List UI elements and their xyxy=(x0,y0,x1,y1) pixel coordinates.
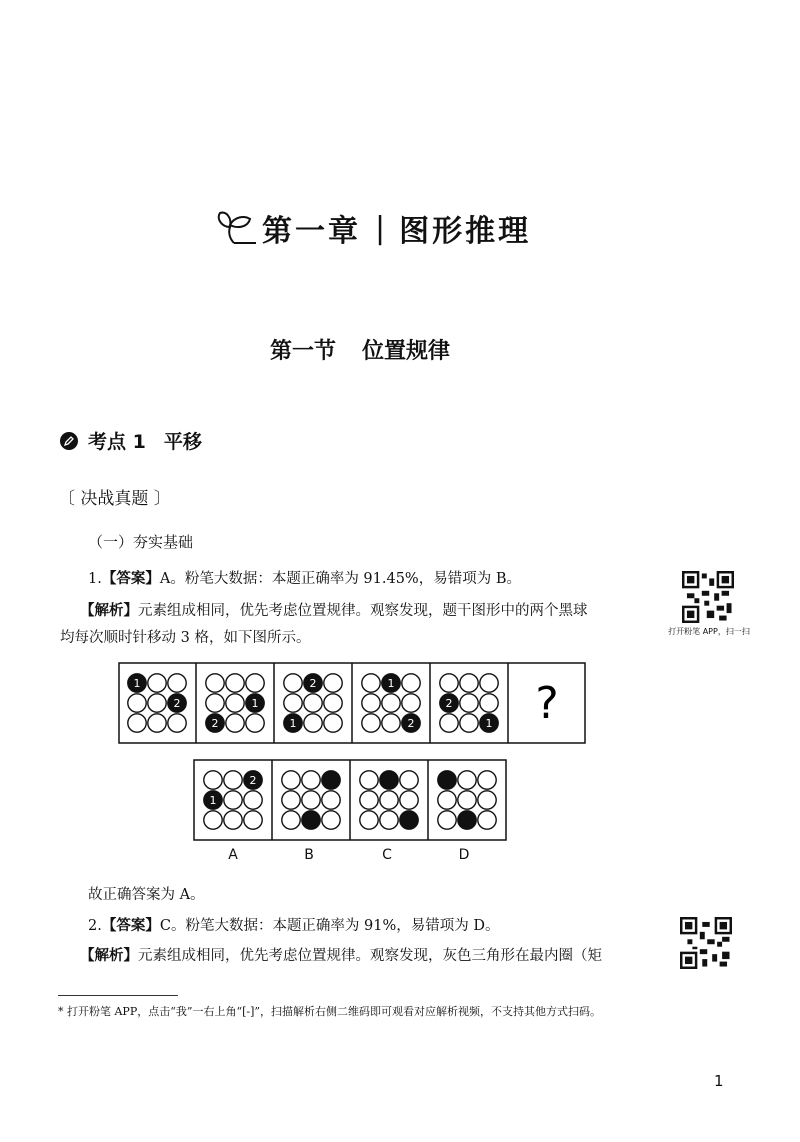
q1-conclusion: 故正确答案为 A。 xyxy=(88,887,205,903)
q1-analysis-line2: 均每次顺时针移动 3 格，如下图所示。 xyxy=(60,630,311,646)
white-ball xyxy=(478,811,496,829)
white-ball xyxy=(246,714,264,732)
kaodian-label: 考点 1 xyxy=(88,431,146,453)
option-grid-c xyxy=(360,771,418,829)
chapter-title: 第一章 xyxy=(262,214,361,249)
q2-analysis-tag: 【解析】 xyxy=(80,948,138,964)
ball-label: 1 xyxy=(251,697,259,710)
option-label-c: C xyxy=(382,847,392,863)
subsection-heading: （一）夯实基础 xyxy=(88,533,194,551)
white-ball xyxy=(382,714,400,732)
white-ball xyxy=(400,791,418,809)
option-grid-d xyxy=(438,771,496,829)
chapter-heading xyxy=(212,205,531,251)
white-ball xyxy=(282,771,300,789)
page-number: 1 xyxy=(714,1072,724,1090)
q1-answer-line xyxy=(88,568,521,590)
q1-number: 1. xyxy=(88,571,102,587)
section-heading xyxy=(0,334,720,365)
q1-answer-text: A。粉笔大数据：本题正确率为 91.45%，易错项为 B。 xyxy=(159,571,521,587)
white-ball xyxy=(458,771,476,789)
q1-answer-tag: 【答案】 xyxy=(101,571,160,587)
white-ball xyxy=(284,694,302,712)
chapter-separator: | xyxy=(375,210,386,246)
white-ball xyxy=(400,771,418,789)
white-ball xyxy=(302,791,320,809)
white-ball xyxy=(480,694,498,712)
white-ball xyxy=(440,714,458,732)
white-ball xyxy=(128,694,146,712)
white-ball xyxy=(380,811,398,829)
white-ball xyxy=(224,791,242,809)
white-ball xyxy=(148,714,166,732)
white-ball xyxy=(460,714,478,732)
ball-label: 1 xyxy=(387,677,395,690)
white-ball xyxy=(380,791,398,809)
white-ball xyxy=(246,674,264,692)
white-ball xyxy=(322,791,340,809)
white-ball xyxy=(402,694,420,712)
white-ball xyxy=(226,694,244,712)
white-ball xyxy=(148,674,166,692)
white-ball xyxy=(224,771,242,789)
white-ball xyxy=(478,791,496,809)
q2-answer-line xyxy=(88,915,500,937)
white-ball xyxy=(440,674,458,692)
kaodian-name: 平移 xyxy=(163,431,202,453)
white-ball xyxy=(204,811,222,829)
question-grid-3 xyxy=(284,674,342,732)
qr-caption: 打开粉笔 APP，扫一扫 xyxy=(668,627,750,636)
ball-label: 1 xyxy=(485,717,493,730)
white-ball xyxy=(362,674,380,692)
q1-analysis-tag: 【解析】 xyxy=(80,603,138,619)
white-ball xyxy=(324,674,342,692)
white-ball xyxy=(360,811,378,829)
option-label-a: A xyxy=(228,847,238,863)
q2-analysis-line1 xyxy=(80,945,660,967)
q1-analysis-line1 xyxy=(80,600,660,622)
white-ball xyxy=(282,811,300,829)
qr-code-icon xyxy=(682,571,734,623)
ball-label: 2 xyxy=(445,697,453,710)
option-label-d: D xyxy=(458,847,470,863)
q1-analysis-text1: 元素组成相同，优先考虑位置规律。观察发现，题干图形中的两个黑球 xyxy=(138,603,588,619)
white-ball xyxy=(382,694,400,712)
white-ball xyxy=(282,791,300,809)
footnote: * 打开粉笔 APP，点击“我”一右上角“[-]”，扫描解析右侧二维码即可观看对应解析视频，不支持其他方式扫码。 xyxy=(58,1005,602,1018)
question-grid-1 xyxy=(128,674,186,732)
q2-answer-tag: 【答案】 xyxy=(101,918,160,934)
ball-label: 1 xyxy=(209,794,217,807)
ball-label: 1 xyxy=(289,717,297,730)
white-ball xyxy=(302,771,320,789)
black-ball xyxy=(400,811,418,829)
white-ball xyxy=(362,694,380,712)
black-ball xyxy=(438,771,456,789)
white-ball xyxy=(206,694,224,712)
white-ball xyxy=(284,674,302,692)
white-ball xyxy=(304,714,322,732)
question-grid-4 xyxy=(362,674,420,732)
ball-label: 1 xyxy=(133,677,141,690)
section-title: 位置规律 xyxy=(362,339,451,364)
white-ball xyxy=(226,674,244,692)
black-ball xyxy=(380,771,398,789)
real-exam-heading: 〔 决战真题 〕 xyxy=(58,489,171,509)
option-label-b: B xyxy=(304,847,314,863)
white-ball xyxy=(480,674,498,692)
pencil-badge-icon xyxy=(60,432,78,450)
footnote-rule xyxy=(58,995,178,996)
white-ball xyxy=(148,694,166,712)
white-ball xyxy=(128,714,146,732)
white-ball xyxy=(204,771,222,789)
chapter-subtitle: 图形推理 xyxy=(399,214,532,249)
question-mark: ? xyxy=(535,678,559,729)
white-ball xyxy=(458,791,476,809)
white-ball xyxy=(460,694,478,712)
white-ball xyxy=(224,811,242,829)
white-ball xyxy=(362,714,380,732)
q2-analysis-text1: 元素组成相同，优先考虑位置规律。观察发现，灰色三角形在最内圈（矩 xyxy=(138,948,602,964)
white-ball xyxy=(438,811,456,829)
white-ball xyxy=(360,791,378,809)
qr-code-icon-2 xyxy=(680,917,732,969)
white-ball xyxy=(226,714,244,732)
white-ball xyxy=(478,771,496,789)
white-ball xyxy=(438,791,456,809)
ball-label: 2 xyxy=(211,717,219,730)
sprout-icon xyxy=(212,205,258,251)
white-ball xyxy=(402,674,420,692)
white-ball xyxy=(324,714,342,732)
question-grid-5 xyxy=(440,674,498,732)
ball-label: 2 xyxy=(309,677,317,690)
white-ball xyxy=(304,694,322,712)
white-ball xyxy=(168,714,186,732)
black-ball xyxy=(302,811,320,829)
white-ball xyxy=(168,674,186,692)
white-ball xyxy=(244,811,262,829)
q1-options-figure xyxy=(193,759,507,841)
q1-question-figure xyxy=(118,662,586,744)
ball-label: 2 xyxy=(249,774,257,787)
white-ball xyxy=(206,674,224,692)
white-ball xyxy=(460,674,478,692)
q2-answer-text: C。粉笔大数据：本题正确率为 91%，易错项为 D。 xyxy=(159,918,500,934)
white-ball xyxy=(322,811,340,829)
white-ball xyxy=(244,791,262,809)
option-grid-a xyxy=(204,771,262,829)
kaodian-heading xyxy=(60,427,202,454)
section-number: 第一节 xyxy=(269,339,336,364)
ball-label: 2 xyxy=(173,697,181,710)
q2-number: 2. xyxy=(88,918,102,934)
option-grid-b xyxy=(282,771,340,829)
question-grid-2 xyxy=(206,674,264,732)
ball-label: 2 xyxy=(407,717,415,730)
black-ball xyxy=(322,771,340,789)
white-ball xyxy=(360,771,378,789)
black-ball xyxy=(458,811,476,829)
white-ball xyxy=(324,694,342,712)
